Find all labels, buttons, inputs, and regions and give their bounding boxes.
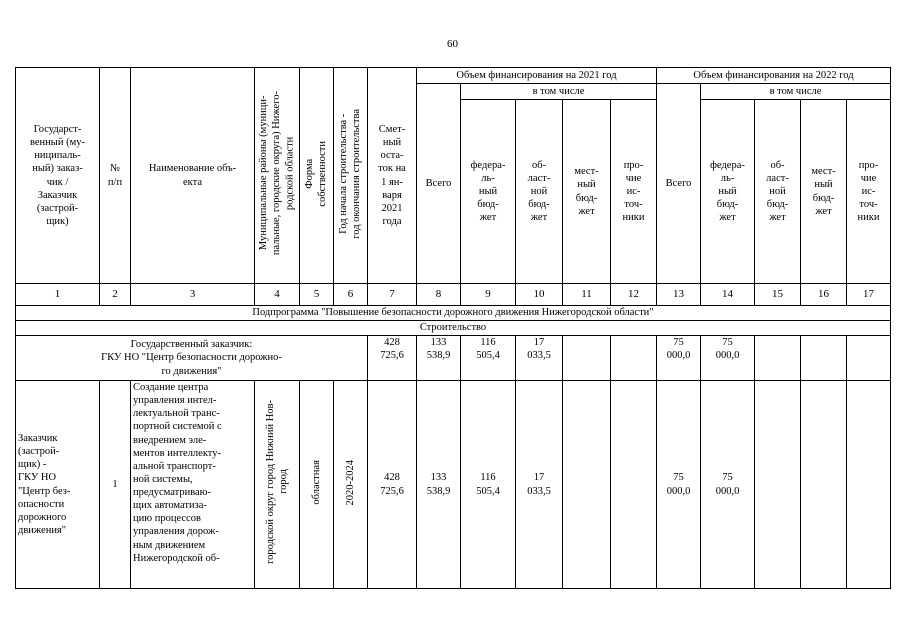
column-number: 12 <box>611 284 657 306</box>
detail-object-name: Создание центра управления интел- лектуальной транс- портной системой с внедрением эле- ментов интеллекту- альной транспорт- ной системы, предусматриваю- щих автоматиза- цию процессов управления дорож- ным движением Нижегородской об- <box>131 381 255 589</box>
financing-table <box>15 67 891 589</box>
summary-empty-cell <box>563 336 611 381</box>
detail-municipal <box>255 381 300 589</box>
column-number: 13 <box>657 284 701 306</box>
header-object-name: Наименование объ- екта <box>131 68 255 284</box>
header-federal-2022: федера- ль- ный бюд- жет <box>701 100 755 284</box>
column-number: 2 <box>100 284 131 306</box>
summary-local-2021: 17 033,5 <box>516 336 563 381</box>
header-federal-2021: федера- ль- ный бюд- жет <box>461 100 516 284</box>
header-regional-2022: об- ласт- ной бюд- жет <box>755 100 801 284</box>
summary-total-2021: 133 538,9 <box>417 336 461 381</box>
header-municipal <box>255 68 300 284</box>
header-years-text: Год начала строительства - год окончания строительства <box>338 108 363 239</box>
header-fin-2022: Объем финансирования на 2022 год <box>657 68 891 84</box>
detail-years <box>334 381 368 589</box>
detail-empty-cell <box>755 381 801 589</box>
section-title: Строительство <box>16 321 891 336</box>
detail-empty-cell <box>611 381 657 589</box>
column-number: 4 <box>255 284 300 306</box>
detail-ownership <box>300 381 334 589</box>
header-fin-2021: Объем финансирования на 2021 год <box>417 68 657 84</box>
column-number: 10 <box>516 284 563 306</box>
summary-remainder: 428 725,6 <box>368 336 417 381</box>
summary-customer-label: Государственный заказчик: ГКУ НО "Центр безопасности дорожно- го движения" <box>16 336 368 381</box>
summary-regional-2021: 116 505,4 <box>461 336 516 381</box>
column-number: 3 <box>131 284 255 306</box>
header-total-2022: Всего <box>657 84 701 284</box>
header-local-2021: мест- ный бюд- жет <box>563 100 611 284</box>
column-number: 15 <box>755 284 801 306</box>
header-remainder: Смет- ный оста- ток на 1 ян- варя 2021 года <box>368 68 417 284</box>
detail-total-2022: 75 000,0 <box>657 381 701 589</box>
header-local-2022: мест- ный бюд- жет <box>801 100 847 284</box>
header-ownership-text: Форма собственности <box>304 140 329 207</box>
summary-empty-cell <box>801 336 847 381</box>
summary-row <box>16 336 891 381</box>
header-years <box>334 68 368 284</box>
detail-remainder: 428 725,6 <box>368 381 417 589</box>
detail-federal-2021: 116 505,4 <box>461 381 516 589</box>
summary-total-2022: 75 000,0 <box>657 336 701 381</box>
detail-municipal-text: городской округ город Нижний Нов- город <box>264 400 289 565</box>
subprogram-title: Подпрограмма "Повышение безопасности дорожного движения Нижегородской области" <box>16 306 891 321</box>
column-number: 5 <box>300 284 334 306</box>
summary-empty-cell <box>755 336 801 381</box>
detail-regional-2021: 17 033,5 <box>516 381 563 589</box>
column-number: 9 <box>461 284 516 306</box>
summary-empty-cell <box>847 336 891 381</box>
header-customer: Государст- венный (му- ниципаль- ный) заказ- чик / Заказчик (застрой- щик) <box>16 68 100 284</box>
header-num: № п/п <box>100 68 131 284</box>
detail-total-2021: 133 538,9 <box>417 381 461 589</box>
summary-empty-cell <box>611 336 657 381</box>
header-total-2021: Всего <box>417 84 461 284</box>
detail-num: 1 <box>100 381 131 589</box>
detail-customer: Заказчик (застрой- щик) - ГКУ НО "Центр без- опасности дорожного движения" <box>16 381 100 589</box>
detail-empty-cell <box>563 381 611 589</box>
column-number: 6 <box>334 284 368 306</box>
detail-years-text: 2020-2024 <box>344 459 356 506</box>
header-other-2022: про- чие ис- точ- ники <box>847 100 891 284</box>
summary-federal-2022: 75 000,0 <box>701 336 755 381</box>
column-number: 16 <box>801 284 847 306</box>
column-number: 1 <box>16 284 100 306</box>
column-number: 17 <box>847 284 891 306</box>
detail-row <box>16 381 891 589</box>
header-regional-2021: об- ласт- ной бюд- жет <box>516 100 563 284</box>
detail-empty-cell <box>801 381 847 589</box>
column-numbers-row <box>16 284 891 306</box>
header-other-2021: про- чие ис- точ- ники <box>611 100 657 284</box>
column-number: 8 <box>417 284 461 306</box>
detail-ownership-text: областная <box>310 460 322 505</box>
header-ownership <box>300 68 334 284</box>
header-including-2021: в том числе <box>461 84 657 100</box>
header-municipal-text: Муниципальные районы (муници- пальные, городские округа) Нижего- родской области <box>258 91 296 256</box>
column-number: 14 <box>701 284 755 306</box>
detail-federal-2022: 75 000,0 <box>701 381 755 589</box>
header-including-2022: в том числе <box>701 84 891 100</box>
detail-empty-cell <box>847 381 891 589</box>
column-number: 7 <box>368 284 417 306</box>
page-number: 60 <box>447 38 458 50</box>
column-number: 11 <box>563 284 611 306</box>
